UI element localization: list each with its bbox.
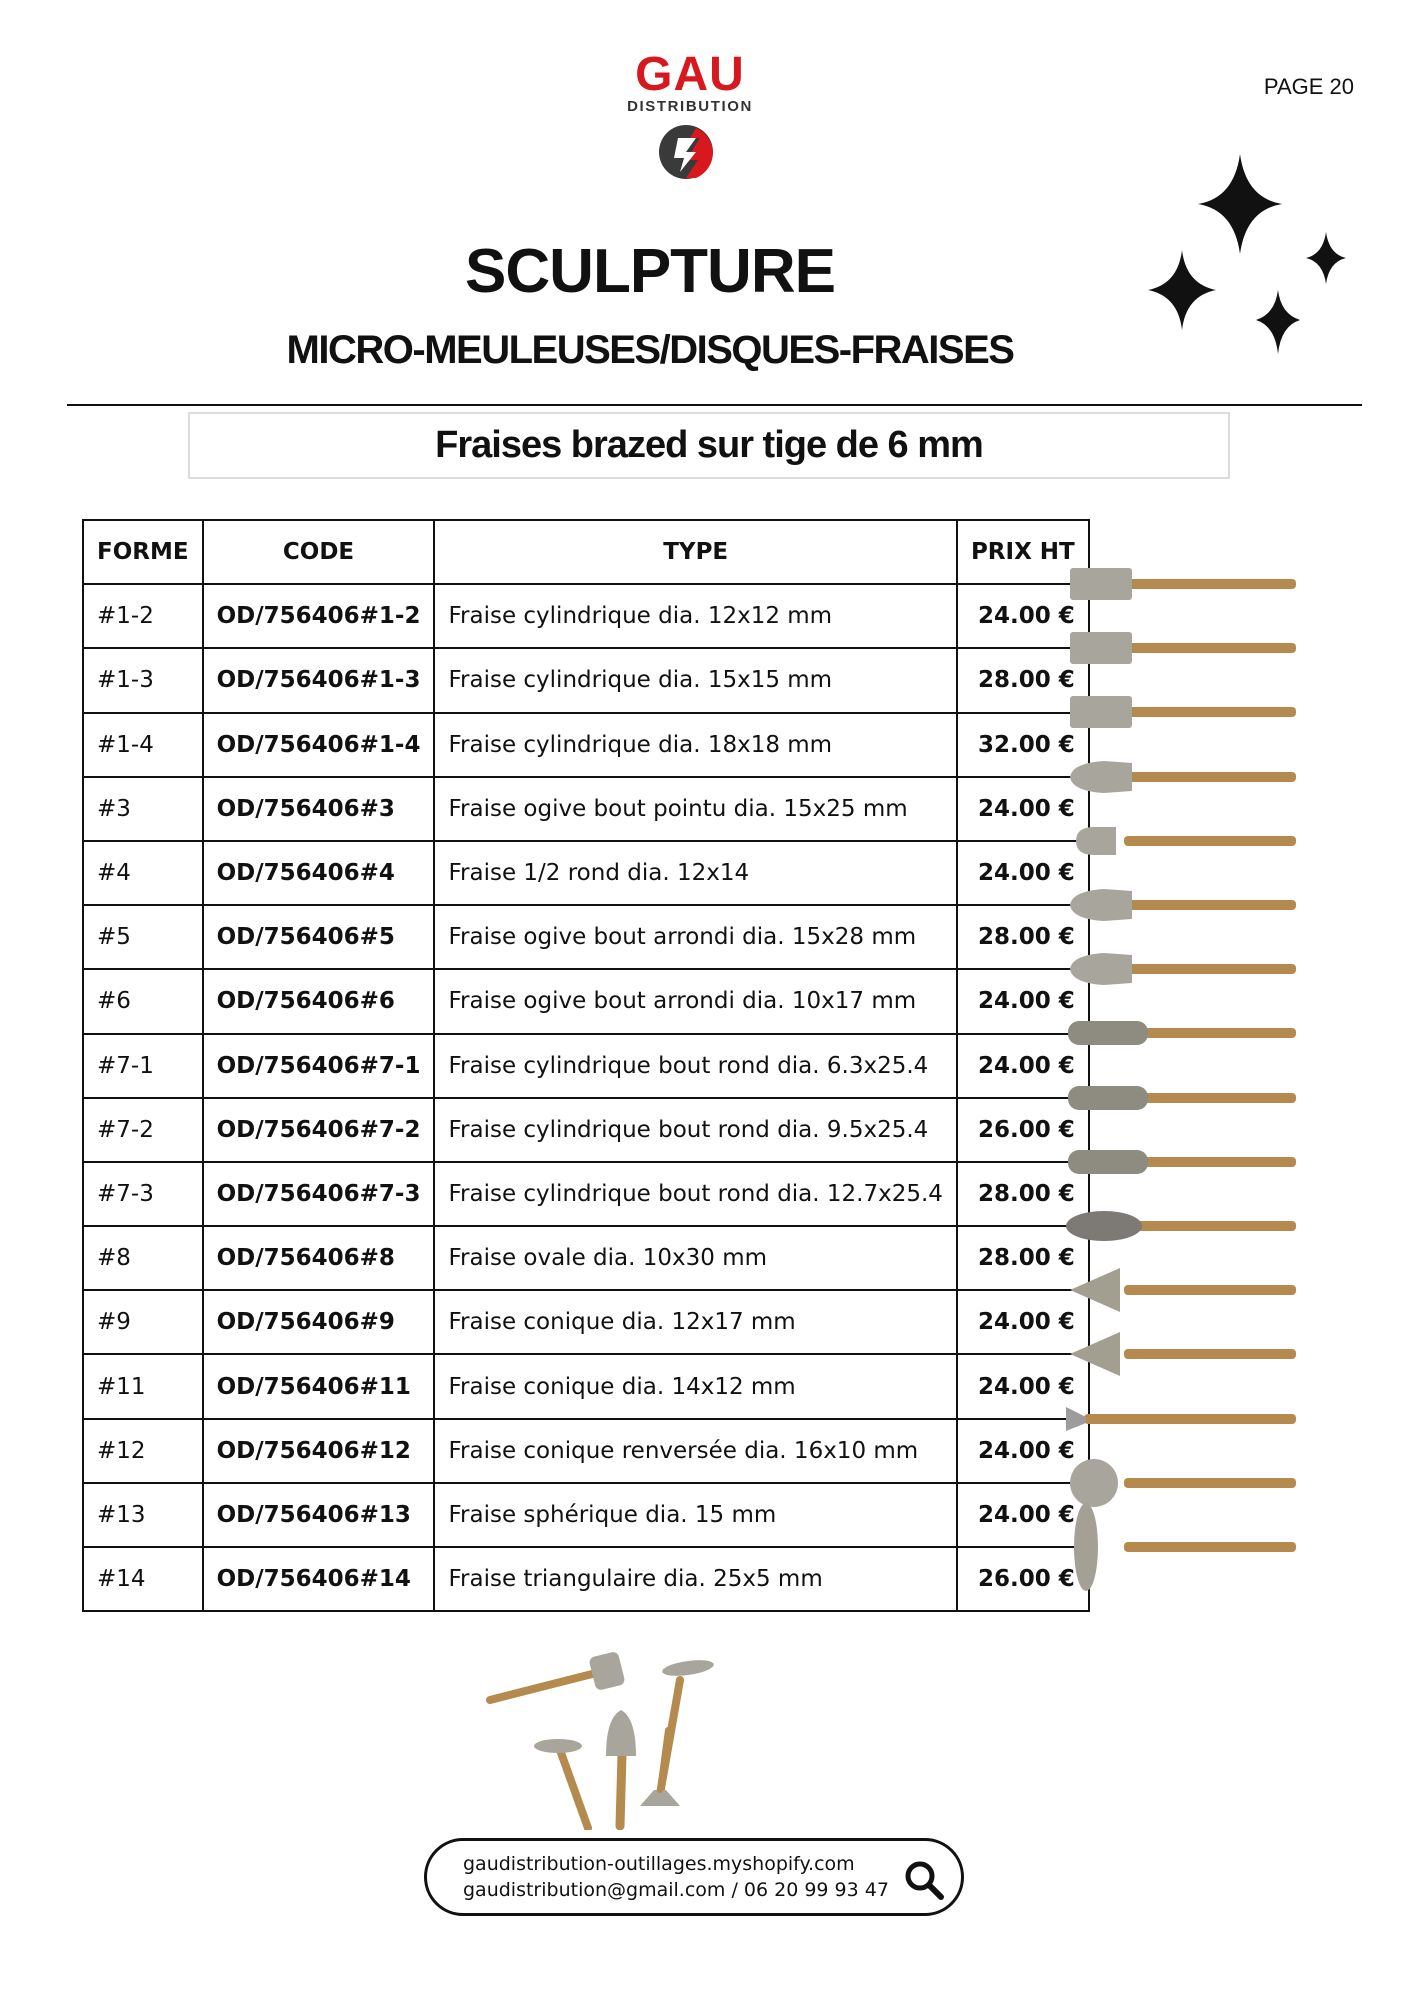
- product-table: [82, 519, 1090, 1612]
- cell-prix: 28.00 €: [957, 1162, 1089, 1226]
- cell-type: Fraise conique dia. 14x12 mm: [434, 1354, 956, 1418]
- cell-prix: 24.00 €: [957, 1354, 1089, 1418]
- cell-prix: 24.00 €: [957, 841, 1089, 905]
- cell-forme: #5: [83, 905, 203, 969]
- column-header-code: CODE: [203, 520, 435, 584]
- cell-code: OD/756406#7-2: [203, 1098, 435, 1162]
- cell-prix: 32.00 €: [957, 713, 1089, 777]
- cell-code: OD/756406#14: [203, 1547, 435, 1611]
- ogive-bit-icon: [1064, 945, 1314, 993]
- cell-prix: 28.00 €: [957, 1226, 1089, 1290]
- cell-type: Fraise cylindrique dia. 12x12 mm: [434, 584, 956, 648]
- ogive-bit-icon: [1064, 753, 1314, 801]
- cell-prix: 24.00 €: [957, 584, 1089, 648]
- cell-prix: 28.00 €: [957, 905, 1089, 969]
- divider: [67, 404, 1362, 406]
- cell-type: Fraise cylindrique dia. 18x18 mm: [434, 713, 956, 777]
- cell-forme: #8: [83, 1226, 203, 1290]
- round-end-cylinder-bit-icon: [1064, 1074, 1314, 1122]
- cylinder-bit-icon: [1064, 624, 1314, 672]
- cell-code: OD/756406#1-4: [203, 713, 435, 777]
- cell-type: Fraise ovale dia. 10x30 mm: [434, 1226, 956, 1290]
- cell-forme: #6: [83, 969, 203, 1033]
- table-row: [83, 1226, 1089, 1290]
- cell-forme: #9: [83, 1290, 203, 1354]
- table-row: [83, 1034, 1089, 1098]
- cell-forme: #3: [83, 777, 203, 841]
- cell-prix: 24.00 €: [957, 1034, 1089, 1098]
- page-title: SCULPTURE: [465, 237, 835, 306]
- ogive-bit-icon: [1064, 881, 1314, 929]
- cell-code: OD/756406#3: [203, 777, 435, 841]
- table-header-row: [83, 520, 1089, 584]
- cylinder-bit-icon: [1064, 688, 1314, 736]
- cell-code: OD/756406#11: [203, 1354, 435, 1418]
- cell-forme: #1-4: [83, 713, 203, 777]
- table-row: [83, 1547, 1089, 1611]
- cell-forme: #14: [83, 1547, 203, 1611]
- cell-type: Fraise 1/2 rond dia. 12x14: [434, 841, 956, 905]
- cell-code: OD/756406#13: [203, 1483, 435, 1547]
- table-row: [83, 1290, 1089, 1354]
- cell-code: OD/756406#9: [203, 1290, 435, 1354]
- table-row: [83, 1162, 1089, 1226]
- cell-code: OD/756406#6: [203, 969, 435, 1033]
- cell-forme: #7-2: [83, 1098, 203, 1162]
- cylinder-bit-icon: [1064, 560, 1314, 608]
- logo-mark-icon: [656, 120, 724, 184]
- table-row: [83, 1419, 1089, 1483]
- cell-prix: 24.00 €: [957, 1419, 1089, 1483]
- section-title: Fraises brazed sur tige de 6 mm: [435, 424, 983, 466]
- round-end-cylinder-bit-icon: [1064, 1138, 1314, 1186]
- search-icon: [903, 1859, 945, 1901]
- page-number: PAGE 20: [1263, 74, 1354, 99]
- cell-type: Fraise sphérique dia. 15 mm: [434, 1483, 956, 1547]
- cell-forme: #4: [83, 841, 203, 905]
- cone-bit-icon: [1064, 1330, 1314, 1378]
- table-row: [83, 905, 1089, 969]
- page-subtitle: MICRO-MEULEUSES/DISQUES-FRAISES: [286, 328, 1014, 372]
- cell-type: Fraise conique renversée dia. 16x10 mm: [434, 1419, 956, 1483]
- cell-type: Fraise conique dia. 12x17 mm: [434, 1290, 956, 1354]
- oval-bit-icon: [1064, 1202, 1314, 1250]
- company-logo: [620, 48, 760, 184]
- cell-prix: 24.00 €: [957, 1483, 1089, 1547]
- logo-tagline: DISTRIBUTION: [627, 98, 753, 115]
- cell-type: Fraise triangulaire dia. 25x5 mm: [434, 1547, 956, 1611]
- cell-code: OD/756406#8: [203, 1226, 435, 1290]
- cell-code: OD/756406#7-3: [203, 1162, 435, 1226]
- website-text: gaudistribution-outillages.myshopify.com: [463, 1853, 855, 1875]
- cell-code: OD/756406#4: [203, 841, 435, 905]
- column-header-prix: PRIX HT: [957, 520, 1089, 584]
- cell-prix: 24.00 €: [957, 1290, 1089, 1354]
- cell-prix: 24.00 €: [957, 969, 1089, 1033]
- table-row: [83, 969, 1089, 1033]
- contact-box: [424, 1838, 964, 1916]
- cell-prix: 26.00 €: [957, 1098, 1089, 1162]
- cell-type: Fraise cylindrique bout rond dia. 6.3x25.4: [434, 1034, 956, 1098]
- table-row: [83, 841, 1089, 905]
- table-row: [83, 713, 1089, 777]
- cone-bit-icon: [1064, 1266, 1314, 1314]
- table-row: [83, 777, 1089, 841]
- column-header-forme: FORME: [83, 520, 203, 584]
- cell-type: Fraise ogive bout pointu dia. 15x25 mm: [434, 777, 956, 841]
- cell-type: Fraise cylindrique dia. 15x15 mm: [434, 648, 956, 712]
- table-row: [83, 1354, 1089, 1418]
- half-round-bit-icon: [1064, 817, 1314, 865]
- cell-forme: #7-3: [83, 1162, 203, 1226]
- table-row: [83, 584, 1089, 648]
- cell-forme: #1-2: [83, 584, 203, 648]
- bits-group-photo: [480, 1630, 740, 1830]
- cell-prix: 26.00 €: [957, 1547, 1089, 1611]
- cell-code: OD/756406#12: [203, 1419, 435, 1483]
- cell-prix: 28.00 €: [957, 648, 1089, 712]
- cell-code: OD/756406#5: [203, 905, 435, 969]
- cell-type: Fraise ogive bout arrondi dia. 10x17 mm: [434, 969, 956, 1033]
- cell-code: OD/756406#7-1: [203, 1034, 435, 1098]
- cell-prix: 24.00 €: [957, 777, 1089, 841]
- cell-forme: #13: [83, 1483, 203, 1547]
- cell-forme: #7-1: [83, 1034, 203, 1098]
- table-row: [83, 648, 1089, 712]
- cell-forme: #12: [83, 1419, 203, 1483]
- round-end-cylinder-bit-icon: [1064, 1009, 1314, 1057]
- column-header-type: TYPE: [434, 520, 956, 584]
- cell-type: Fraise cylindrique bout rond dia. 12.7x25.4: [434, 1162, 956, 1226]
- cell-forme: #11: [83, 1354, 203, 1418]
- inverted-cone-bit-icon: [1064, 1395, 1314, 1443]
- cell-code: OD/756406#1-3: [203, 648, 435, 712]
- cell-type: Fraise cylindrique bout rond dia. 9.5x25.4: [434, 1098, 956, 1162]
- section-header: [188, 412, 1230, 479]
- logo-brand-text: GAU: [635, 48, 745, 101]
- cell-type: Fraise ogive bout arrondi dia. 15x28 mm: [434, 905, 956, 969]
- table-row: [83, 1483, 1089, 1547]
- cell-forme: #1-3: [83, 648, 203, 712]
- table-row: [83, 1098, 1089, 1162]
- disc-bit-icon: [1064, 1495, 1314, 1599]
- contact-text: gaudistribution@gmail.com / 06 20 99 93 47: [463, 1879, 889, 1901]
- cell-code: OD/756406#1-2: [203, 584, 435, 648]
